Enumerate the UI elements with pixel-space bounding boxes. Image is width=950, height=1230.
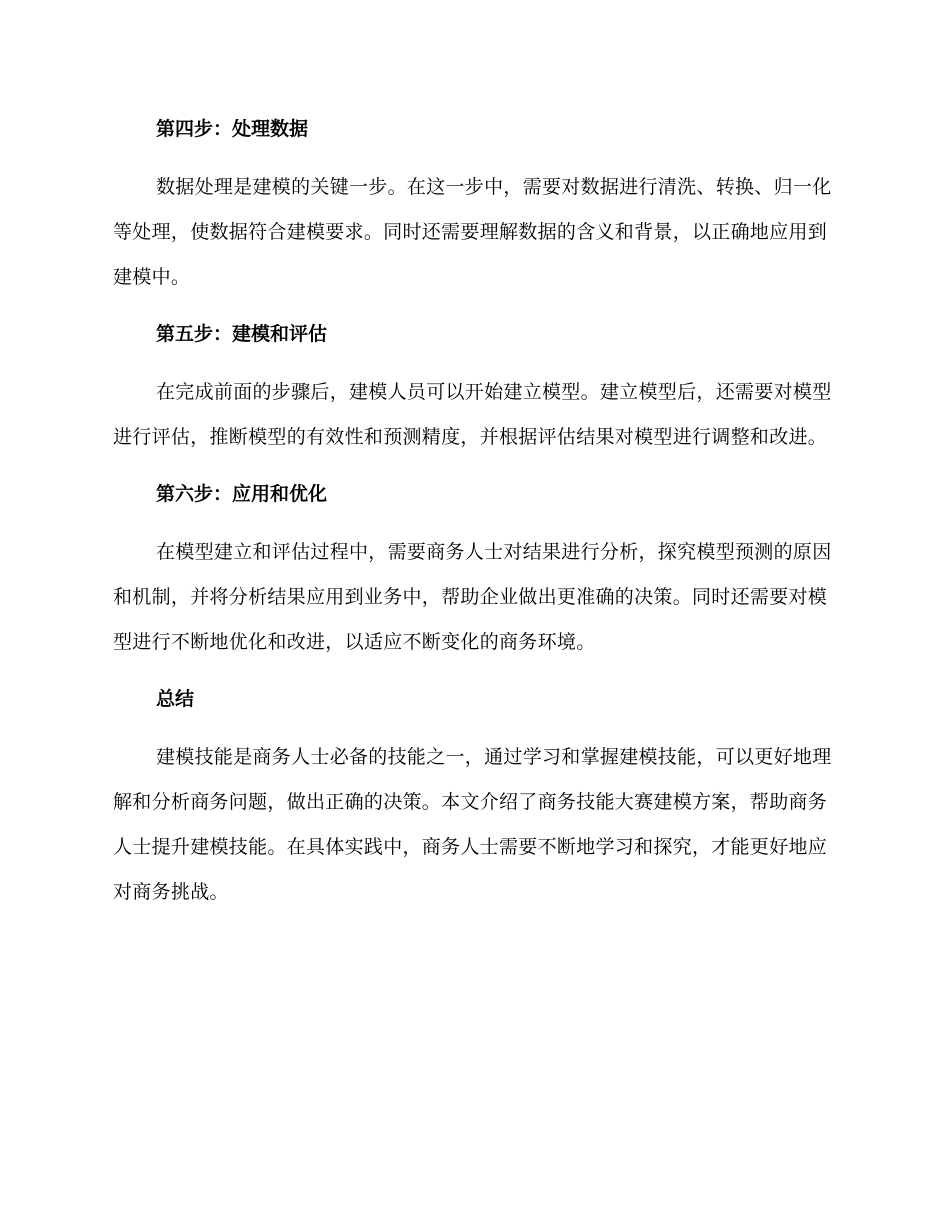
- section-paragraph-step-five: 在完成前面的步骤后，建模人员可以开始建立模型。建立模型后，还需要对模型进行评估，推断模型的有效性和预测精度，并根据评估结果对模型进行调整和改进。: [113, 381, 832, 448]
- section-paragraph-step-six: 在模型建立和评估过程中，需要商务人士对结果进行分析，探究模型预测的原因和机制，并将分析结果应用到业务中，帮助企业做出更准确的决策。同时还需要对模型进行不断地优化和改进，以适应不断变化的商务环境。: [113, 541, 832, 653]
- section-paragraph-summary: 建模技能是商务人士必备的技能之一，通过学习和掌握建模技能，可以更好地理解和分析商务问题，做出正确的决策。本文介绍了商务技能大赛建模方案，帮助商务人士提升建模技能。在具体实践中，商务人士需要不断地学习和探究，才能更好地应对商务挑战。: [113, 746, 832, 903]
- document-body: [113, 110, 833, 930]
- section-heading-summary: 总结: [156, 688, 195, 710]
- section-heading-step-five: 第五步：建模和评估: [156, 323, 328, 345]
- section-paragraph-step-four: 数据处理是建模的关键一步。在这一步中，需要对数据进行清洗、转换、归一化等处理，使数据符合建模要求。同时还需要理解数据的含义和背景，以正确地应用到建模中。: [113, 176, 832, 288]
- section-heading-step-four: 第四步：处理数据: [156, 118, 309, 140]
- section-heading-step-six: 第六步：应用和优化: [156, 483, 328, 505]
